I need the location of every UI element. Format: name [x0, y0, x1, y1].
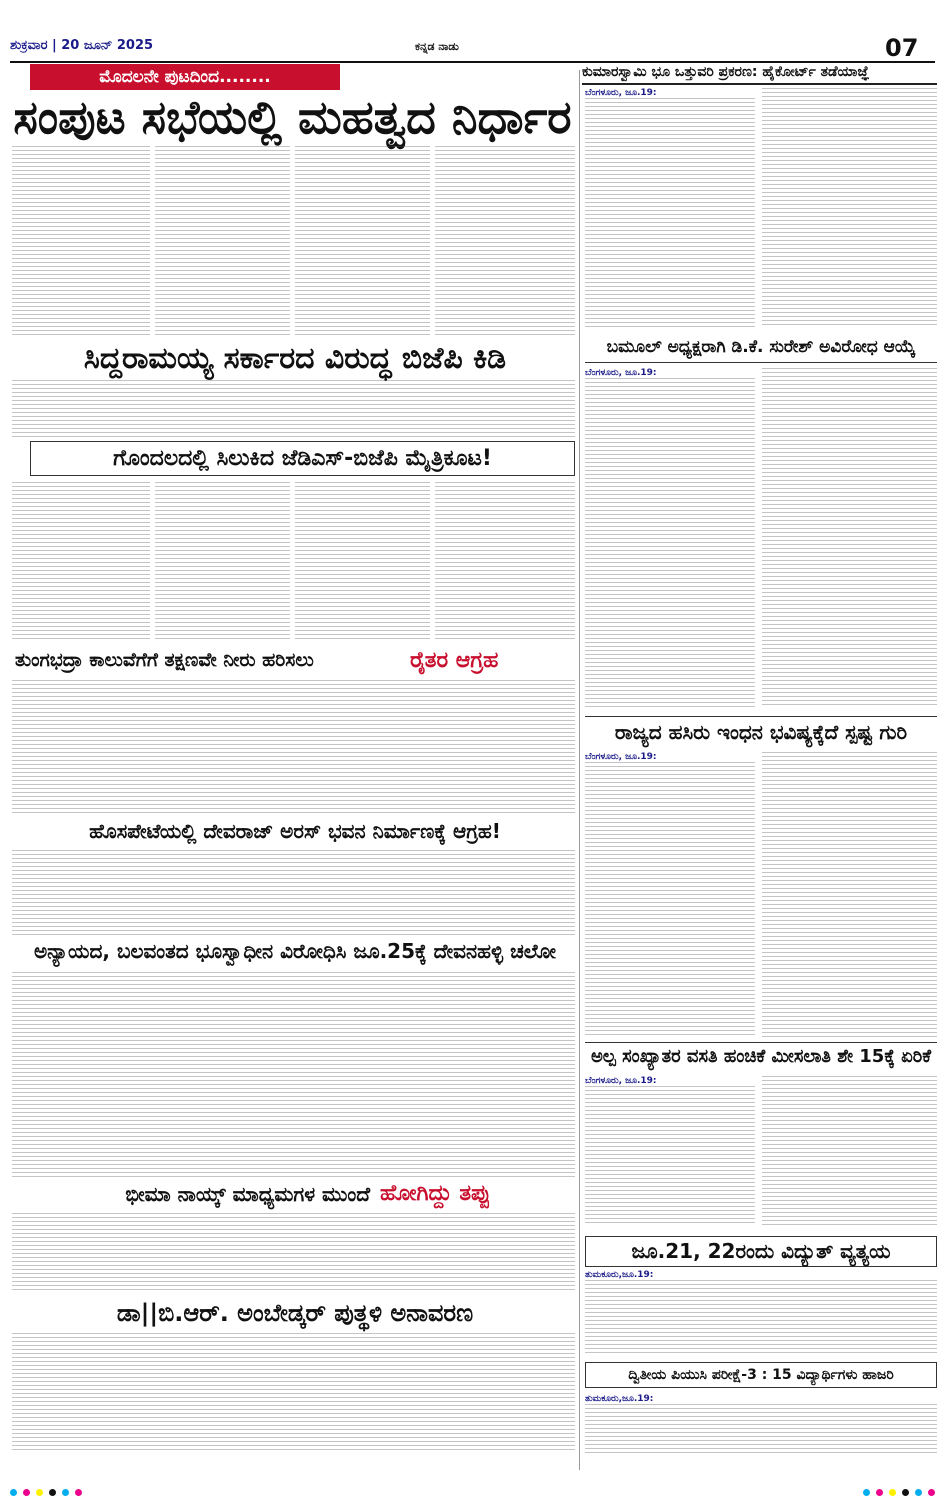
article-body [585, 378, 755, 708]
article-body [155, 146, 290, 336]
article-body [12, 380, 575, 438]
article-body [12, 972, 575, 1177]
headline-jds-bjp: ಗೊಂದಲದಲ್ಲಿ ಸಿಲುಕಿದ ಜೆಡಿಎಸ್-ಬಿಜೆಪಿ ಮೈತ್ರಿಕೂಟ! [30, 441, 575, 476]
article-body [12, 1333, 575, 1453]
article-body [12, 1213, 575, 1293]
issue-date: ಶುಕ್ರವಾರ | 20 ಜೂನ್ 2025 [10, 38, 154, 53]
article-body [585, 762, 755, 1037]
article-body [12, 680, 575, 815]
paper-name: ಕನ್ನಡ ನಾಡು [415, 40, 459, 53]
headline-green-fuel: ರಾಜ್ಯದ ಹಸಿರು ಇಂಧನ ಭವಿಷ್ಯಕ್ಕೆದೆ ಸ್ಪಷ್ಟ ಗುರಿ [585, 716, 937, 744]
article-body [295, 482, 430, 642]
headline-ambedkar: ಡಾ||ಬಿ.ಆರ್. ಅಂಬೇಡ್ಕರ್ ಪುತ್ಥಳಿ ಅನಾವರಣ [116, 1299, 474, 1327]
dateline: ತುಮಕೂರು,ಜೂ.19: [585, 1394, 654, 1404]
headline-tungabhadra: ತುಂಗಭದ್ರಾ ಕಾಲುವೆಗೆಗೆ ತಕ್ಷಣವೇ ನೀರು ಹರಿಸಲು [15, 649, 314, 671]
article-body [762, 368, 937, 708]
article-body [12, 146, 150, 336]
headline-bhima-emph: ಹೋಗಿದ್ದು ತಪ್ಪು [380, 1181, 491, 1206]
article-body [12, 482, 150, 642]
article-body [155, 482, 290, 642]
dateline: ಬೆಂಗಳೂರು, ಜೂ.19: [585, 1076, 657, 1086]
article-body [762, 88, 937, 328]
headline-hospet: ಹೊಸಪೇಟೆಯಲ್ಲಿ ದೇವರಾಜ್ ಅರಸ್ ಭವನ ನಿರ್ಮಾಣಕ್ಕೆ ಆಗ್ರಹ! [89, 819, 501, 843]
headline-land: ಅನ್ಯಾಯದ, ಬಲವಂತದ ಭೂಸ್ವಾಧೀನ ವಿರೋಧಿಸಿ ಜೂ.25ಕ್ಕೆ ದೇವನಹಳ್ಳಿ ಚಲೋ [33, 939, 557, 963]
article-body [585, 1404, 937, 1454]
headline-puc: ದ್ವಿತೀಯ ಪಿಯುಸಿ ಪರೀಕ್ಷೆ-3 : 15 ವಿದ್ಯಾರ್ಥಿಗಳು ಹಾಜರಿ [585, 1362, 937, 1388]
article-body [435, 146, 575, 336]
headline-hostel: ಅಲ್ಪ ಸಂಖ್ಯಾತರ ವಸತಿ ಹಂಚಿಕೆ ಮೀಸಲಾತಿ ಶೇ 15ಕ್ಕೆ ಏರಿಕೆ [585, 1042, 937, 1068]
headline-bamul: ಬಮೂಲ್ ಅಧ್ಯಕ್ಷರಾಗಿ ಡಿ.ಕೆ. ಸುರೇಶ್ ಅವಿರೋಧ ಆಯ್ಕೆ [585, 338, 937, 363]
print-registration-marks [825, 1489, 935, 1499]
article-body [295, 146, 430, 336]
dateline: ಬೆಂಗಳೂರು, ಜೂ.19: [585, 88, 657, 98]
article-body [435, 482, 575, 642]
article-body [585, 98, 755, 328]
page-number: 07 [885, 34, 919, 62]
article-body [12, 850, 575, 935]
article-body [762, 1076, 937, 1226]
headline-bhima: ಭೀಮಾ ನಾಯ್ಕ್ ಮಾಧ್ಯಮಗಳ ಮುಂದೆ [125, 1182, 370, 1206]
headline-tungabhadra-emph: ರೈತರ ಆಗ್ರಹ [410, 648, 499, 673]
headline-siddaramaiah: ಸಿದ್ದರಾಮಯ್ಯ ಸರ್ಕಾರದ ವಿರುದ್ಧ ಬಿಜೆಪಿ ಕಿಡಿ [83, 341, 507, 376]
dateline: ಬೆಂಗಳೂರು, ಜೂ.19: [585, 752, 657, 762]
article-body [585, 1086, 755, 1226]
article-body [585, 1280, 937, 1355]
dateline: ತುಮಕೂರು,ಜೂ.19: [585, 1270, 654, 1280]
article-body [762, 752, 937, 1037]
headline-kumaraswamy: ಕುಮಾರಸ್ವಾಮಿ ಭೂ ಒತ್ತುವರಿ ಪ್ರಕರಣ: ಹೈಕೋರ್ಟ್ ತಡೆಯಾಜ್ಞೆ [582, 64, 937, 85]
dateline: ಬೆಂಗಳೂರು, ಜೂ.19: [585, 368, 657, 378]
headline-power: ಜೂ.21, 22ರಂದು ವಿದ್ಯುತ್ ವ್ಯತ್ಯಯ [585, 1236, 937, 1267]
column-divider [579, 70, 580, 1470]
main-headline: ಸಂಪುಟ ಸಭೆಯಲ್ಲಿ ಮಹತ್ವದ ನಿರ್ಧಾರ [13, 90, 572, 144]
section-tag: ಮೊದಲನೇ ಪುಟದಿಂದ........ [30, 64, 340, 90]
print-registration-marks [10, 1489, 120, 1499]
